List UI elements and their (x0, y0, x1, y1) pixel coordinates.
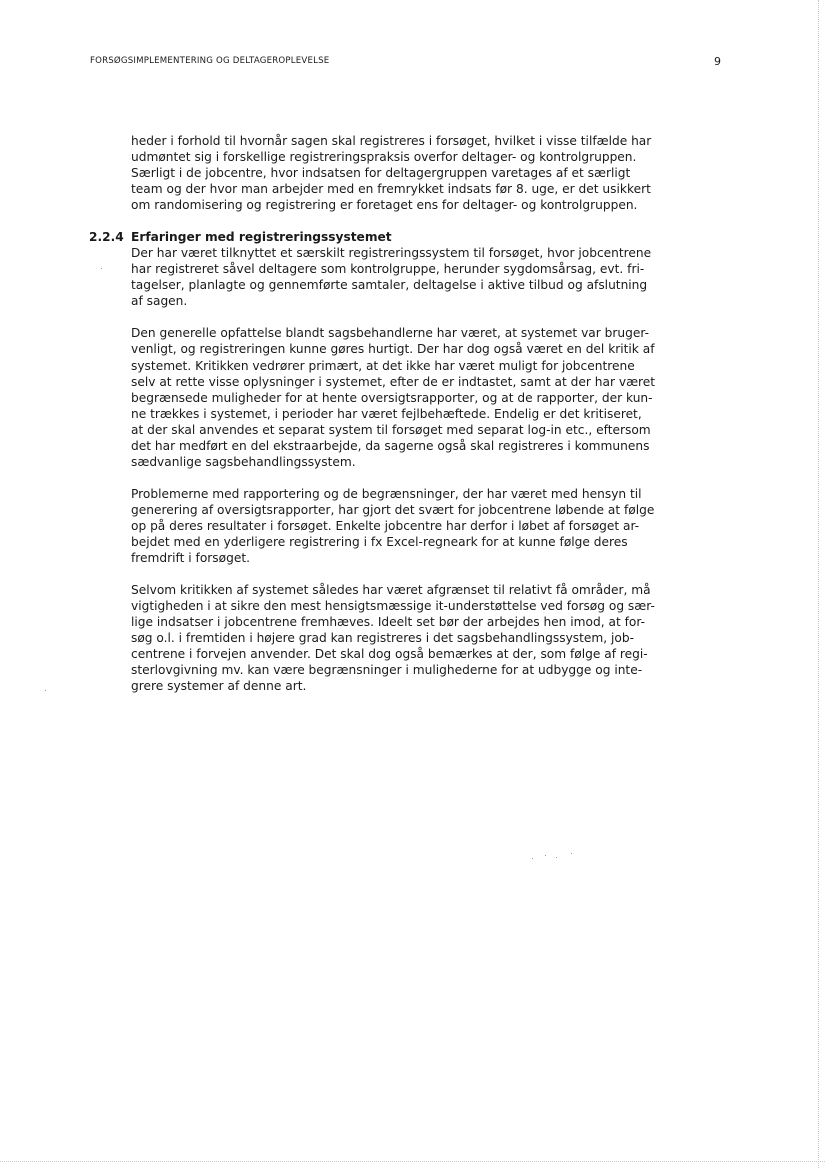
page-edge-bottom (0, 1161, 825, 1162)
text-line: tagelser, planlagte og gennemførte samtaler, deltagelse i aktive tilbud og afslutning (131, 278, 648, 293)
text-line: af sagen. (131, 294, 188, 309)
text-line: grere systemer af denne art. (131, 679, 307, 694)
text-line: Problemerne med rapportering og de begrænsninger, der har været med hensyn til (131, 486, 642, 501)
text-line: lige indsatser i jobcentrene fremhæves. Ideelt set bør der arbejdes hen imod, at for- (131, 615, 645, 630)
section-heading (89, 229, 656, 245)
scan-speck (571, 853, 572, 854)
text-line: Der har været tilknyttet et særskilt registreringssystem til forsøget, hvor jobcentrene (131, 246, 652, 261)
page-number: 9 (714, 55, 721, 68)
intro-paragraph (131, 133, 656, 213)
scan-speck (545, 855, 546, 856)
text-line: sterlovgivning mv. kan være begrænsninger i mulighederne for at udbygge og inte- (131, 663, 643, 678)
text-line: om randomisering og registrering er foretaget ens for deltager- og kontrolgruppen. (131, 198, 638, 213)
text-line: bejdet med en yderligere registrering i fx Excel-regneark for at kunne følge deres (131, 534, 628, 549)
section-paragraph-2 (131, 325, 656, 469)
text-line: begrænsede muligheder for at hente oversigtsrapporter, og at de rapporter, der kun- (131, 390, 653, 405)
text-line: det har medført en del ekstraarbejde, da sagerne også skal registreres i kommunens (131, 438, 650, 453)
text-line: har registreret såvel deltagere som kontrolgruppe, herunder sygdomsårsag, evt. fri- (131, 262, 645, 277)
text-line: ne trækkes i systemet, i perioder har været fejlbehæftede. Endelig er det kritiseret, (131, 406, 642, 421)
text-line: selv at rette visse oplysninger i systemet, efter de er indtastet, samt at der har været (131, 374, 656, 389)
text-line: udmøntet sig i forskellige registreringspraksis overfor deltager- og kontrolgruppen. (131, 150, 637, 165)
scan-speck (532, 858, 533, 859)
scan-speck (101, 268, 102, 269)
section-number: 2.2.4 (89, 230, 124, 245)
section-paragraph-4 (131, 582, 656, 694)
text-line: sædvanlige sagsbehandlingssystem. (131, 454, 356, 469)
text-line: centrene i forvejen anvender. Det skal dog også bemærkes at der, som følge af regi- (131, 647, 648, 662)
section-paragraph-3 (131, 486, 656, 566)
text-line: at der skal anvendes et separat system til forsøget med separat log-in etc., eftersom (131, 422, 651, 437)
section-title: Erfaringer med registreringssystemet (131, 230, 392, 245)
text-line: søg o.l. i fremtiden i højere grad kan registreres i det sagsbehandlingssystem, job- (131, 631, 635, 646)
text-line: Særligt i de jobcentre, hvor indsatsen for deltagergruppen varetages af et særligt (131, 166, 631, 181)
scan-speck (556, 857, 557, 858)
text-line: fremdrift i forsøget. (131, 551, 250, 566)
text-line: venligt, og registreringen kunne gøres hurtigt. Der har dog også været en del kritik af (131, 342, 655, 357)
text-line: team og der hvor man arbejder med en fremrykket indsats før 8. uge, er det usikkert (131, 182, 651, 197)
text-line: vigtigheden i at sikre den mest hensigtsmæssige it-understøttelse ved forsøg og sær- (131, 599, 655, 614)
running-header: FORSØGSIMPLEMENTERING OG DELTAGEROPLEVELSE (90, 56, 330, 66)
text-line: Den generelle opfattelse blandt sagsbehandlerne har været, at systemet var bruger- (131, 326, 649, 341)
document-body (89, 133, 656, 710)
scan-speck (45, 690, 46, 691)
text-line: systemet. Kritikken vedrører primært, at det ikke har været muligt for jobcentrene (131, 358, 635, 373)
section-paragraph-1 (131, 245, 656, 309)
text-line: heder i forhold til hvornår sagen skal registreres i forsøget, hvilket i visse tilfælde har (131, 134, 652, 148)
text-line: Selvom kritikken af systemet således har været afgrænset til relativt få områder, må (131, 583, 651, 598)
page-edge-right (818, 0, 819, 1168)
text-line: generering af oversigtsrapporter, har gjort det svært for jobcentrene løbende at følge (131, 502, 655, 517)
text-line: op på deres resultater i forsøget. Enkelte jobcentre har derfor i løbet af forsøget ar- (131, 518, 640, 533)
